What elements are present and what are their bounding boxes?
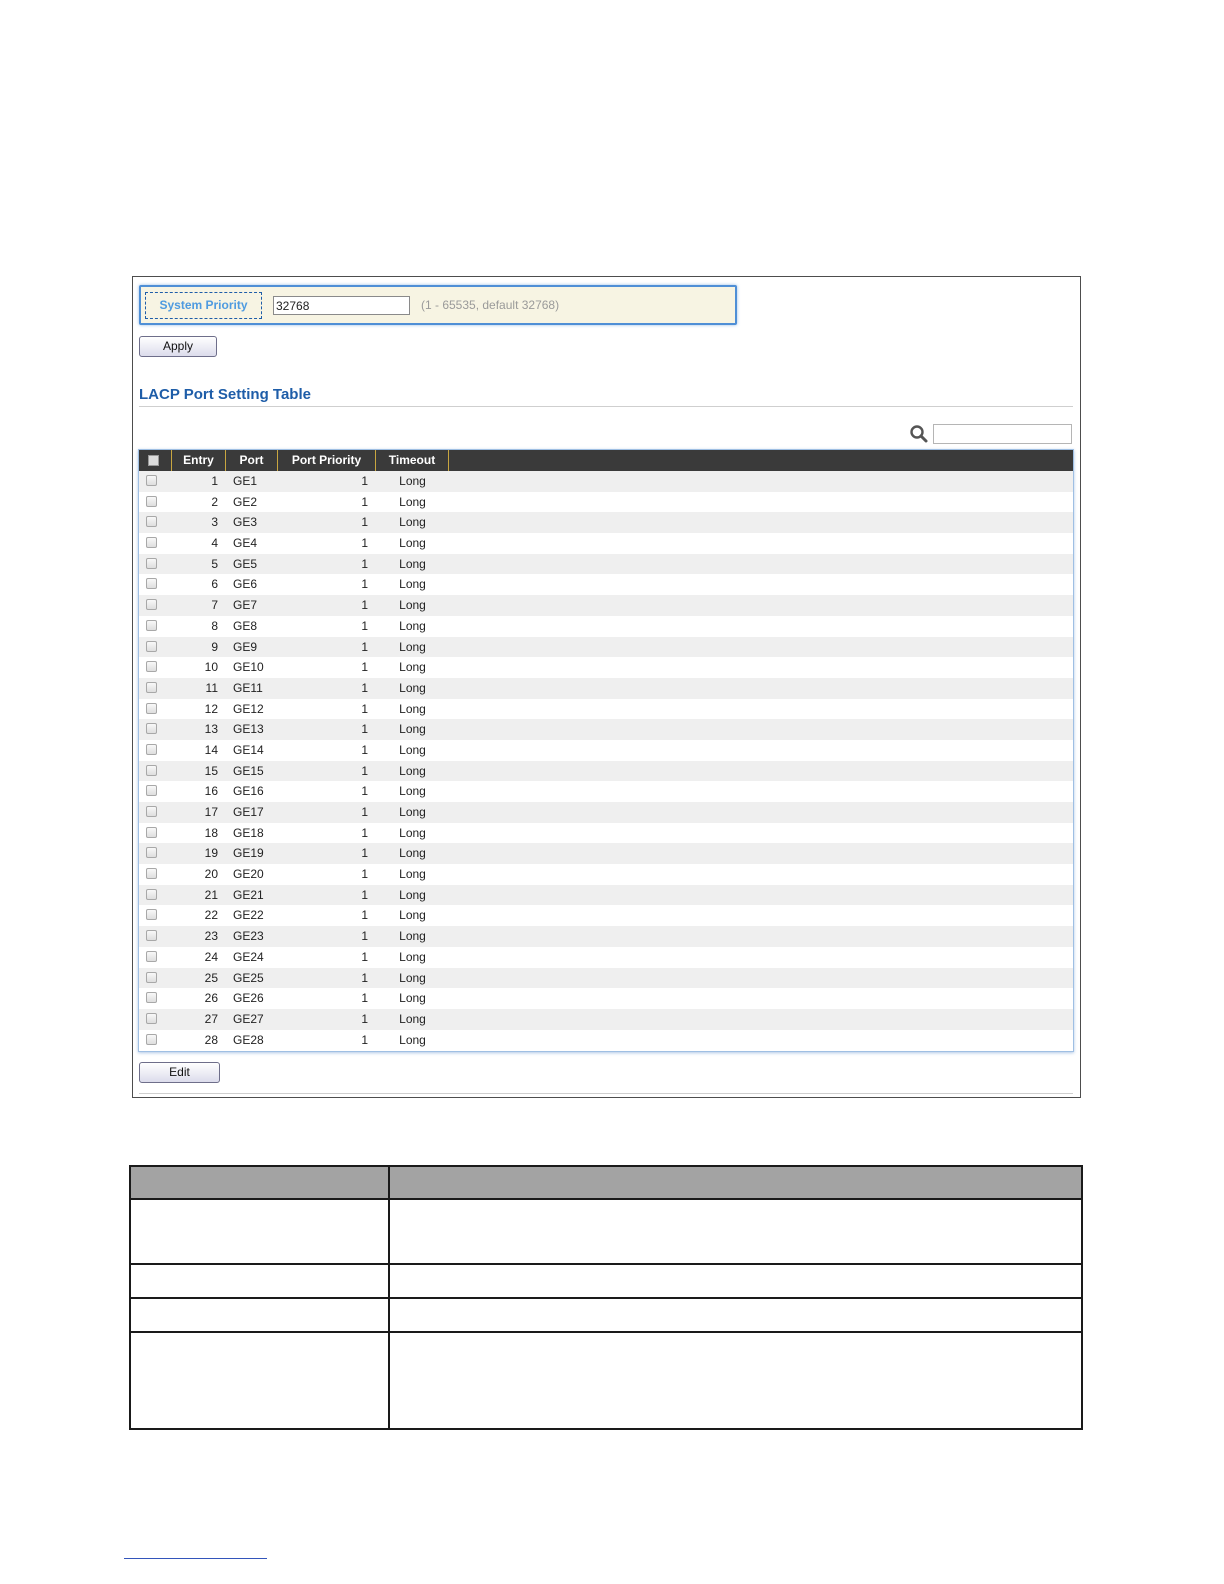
cell-port-priority: 1 xyxy=(361,536,368,551)
cell-port-priority: 1 xyxy=(361,577,368,592)
description-cell xyxy=(389,1264,1082,1298)
cell-timeout: Long xyxy=(399,929,426,944)
cell-timeout: Long xyxy=(399,680,426,695)
description-header-row xyxy=(130,1166,1082,1199)
row-checkbox[interactable] xyxy=(146,868,157,879)
cell-timeout: Long xyxy=(399,577,426,592)
cell-timeout: Long xyxy=(399,515,426,530)
cell-entry: 5 xyxy=(211,556,218,571)
table-row[interactable] xyxy=(139,740,1073,761)
cell-port: GE14 xyxy=(233,742,264,757)
cell-entry: 11 xyxy=(205,680,218,695)
cell-port: GE2 xyxy=(233,494,258,509)
cell-port-priority: 1 xyxy=(361,970,368,985)
cell-entry: 10 xyxy=(204,660,218,675)
description-row xyxy=(130,1298,1082,1332)
cell-port: GE13 xyxy=(233,722,264,737)
row-checkbox[interactable] xyxy=(146,889,157,900)
edit-button[interactable]: Edit xyxy=(139,1062,220,1083)
description-header-cell xyxy=(389,1166,1082,1199)
table-row[interactable] xyxy=(139,988,1073,1009)
description-row xyxy=(130,1264,1082,1298)
cell-entry: 25 xyxy=(204,970,218,985)
section-divider xyxy=(139,406,1073,407)
cell-entry: 14 xyxy=(204,742,218,757)
table-row[interactable] xyxy=(139,595,1073,616)
cell-entry: 4 xyxy=(211,536,218,551)
cell-port-priority: 1 xyxy=(361,1032,368,1047)
row-checkbox[interactable] xyxy=(146,578,157,589)
cell-port-priority: 1 xyxy=(361,742,368,757)
row-checkbox[interactable] xyxy=(146,641,157,652)
table-row[interactable] xyxy=(139,492,1073,513)
table-row[interactable] xyxy=(139,678,1073,699)
row-checkbox[interactable] xyxy=(146,909,157,920)
cell-entry: 8 xyxy=(211,618,218,633)
cell-entry: 6 xyxy=(211,577,218,592)
cell-entry: 23 xyxy=(204,929,218,944)
cell-port-priority: 1 xyxy=(361,618,368,633)
cell-port-priority: 1 xyxy=(361,660,368,675)
row-checkbox[interactable] xyxy=(146,558,157,569)
cell-entry: 27 xyxy=(204,1011,218,1026)
cell-timeout: Long xyxy=(399,970,426,985)
footnote-rule xyxy=(124,1558,267,1559)
cell-entry: 12 xyxy=(204,701,218,716)
table-row[interactable] xyxy=(139,781,1073,802)
row-checkbox[interactable] xyxy=(146,599,157,610)
row-checkbox[interactable] xyxy=(146,496,157,507)
cell-port: GE6 xyxy=(233,577,258,592)
cell-port-priority: 1 xyxy=(361,805,368,819)
cell-entry: 3 xyxy=(211,515,218,530)
cell-port: GE28 xyxy=(233,1032,264,1047)
cell-timeout: Long xyxy=(399,722,426,737)
cell-port-priority: 1 xyxy=(361,515,368,530)
cell-entry: 22 xyxy=(204,908,218,923)
cell-port: GE21 xyxy=(233,887,264,902)
table-row[interactable] xyxy=(139,968,1073,989)
cell-port-priority: 1 xyxy=(361,701,368,716)
cell-timeout: Long xyxy=(399,887,426,902)
cell-timeout: Long xyxy=(399,805,426,819)
cell-timeout: Long xyxy=(399,536,426,551)
description-cell xyxy=(130,1264,389,1298)
cell-port-priority: 1 xyxy=(361,991,368,1006)
cell-timeout: Long xyxy=(399,742,426,757)
cell-timeout: Long xyxy=(399,556,426,571)
cell-port: GE3 xyxy=(233,515,258,530)
table-row[interactable] xyxy=(139,843,1073,864)
cell-entry: 24 xyxy=(204,949,218,964)
cell-port: GE27 xyxy=(233,1011,264,1026)
cell-timeout: Long xyxy=(399,639,426,654)
table-row[interactable] xyxy=(139,719,1073,740)
row-checkbox[interactable] xyxy=(146,1013,157,1024)
row-checkbox[interactable] xyxy=(146,972,157,983)
cell-port-priority: 1 xyxy=(361,763,368,778)
lacp-setting-panel xyxy=(132,276,1081,1098)
cell-timeout: Long xyxy=(399,1032,426,1047)
cell-entry: 13 xyxy=(204,722,218,737)
cell-port: GE1 xyxy=(233,474,258,488)
table-row[interactable] xyxy=(139,616,1073,637)
row-checkbox[interactable] xyxy=(146,703,157,714)
cell-entry: 19 xyxy=(204,846,218,861)
apply-button[interactable]: Apply xyxy=(139,336,217,357)
cell-timeout: Long xyxy=(399,701,426,716)
table-row[interactable] xyxy=(139,1009,1073,1030)
cell-port-priority: 1 xyxy=(361,867,368,882)
cell-port: GE4 xyxy=(233,536,258,551)
cell-entry: 26 xyxy=(204,991,218,1006)
cell-entry: 9 xyxy=(211,639,218,654)
cell-port-priority: 1 xyxy=(361,887,368,902)
description-header-cell xyxy=(130,1166,389,1199)
cell-port-priority: 1 xyxy=(361,784,368,799)
cell-port: GE15 xyxy=(233,763,264,778)
table-row[interactable] xyxy=(139,761,1073,782)
cell-port-priority: 1 xyxy=(361,722,368,737)
cell-port: GE26 xyxy=(233,991,264,1006)
cell-timeout: Long xyxy=(399,474,426,488)
description-row xyxy=(130,1199,1082,1264)
cell-timeout: Long xyxy=(399,991,426,1006)
description-cell xyxy=(130,1199,389,1264)
cell-port-priority: 1 xyxy=(361,680,368,695)
table-row[interactable] xyxy=(139,947,1073,968)
cell-timeout: Long xyxy=(399,784,426,799)
table-row[interactable] xyxy=(139,574,1073,595)
row-checkbox[interactable] xyxy=(146,475,157,486)
cell-port: GE17 xyxy=(233,805,264,819)
row-checkbox[interactable] xyxy=(146,537,157,548)
cell-port-priority: 1 xyxy=(361,949,368,964)
cell-port: GE20 xyxy=(233,867,264,882)
cell-port: GE19 xyxy=(233,846,264,861)
cell-port-priority: 1 xyxy=(361,598,368,613)
table-row[interactable] xyxy=(139,864,1073,885)
cell-port-priority: 1 xyxy=(361,825,368,840)
row-checkbox[interactable] xyxy=(146,723,157,734)
row-checkbox[interactable] xyxy=(146,1034,157,1045)
cell-entry: 15 xyxy=(204,763,218,778)
table-row[interactable] xyxy=(139,905,1073,926)
cell-port: GE10 xyxy=(233,660,264,675)
bottom-divider xyxy=(139,1093,1073,1094)
table-row[interactable] xyxy=(139,471,1073,492)
table-row[interactable] xyxy=(139,1030,1073,1051)
row-checkbox[interactable] xyxy=(146,951,157,962)
description-table xyxy=(129,1165,1083,1430)
cell-entry: 20 xyxy=(204,867,218,882)
system-priority-input[interactable] xyxy=(273,296,410,315)
select-all-checkbox[interactable] xyxy=(148,455,159,466)
table-body xyxy=(139,471,1073,1050)
description-cell xyxy=(389,1199,1082,1264)
cell-timeout: Long xyxy=(399,1011,426,1026)
table-row[interactable] xyxy=(139,657,1073,678)
cell-port: GE22 xyxy=(233,908,264,923)
description-cell xyxy=(130,1298,389,1332)
cell-port: GE16 xyxy=(233,784,264,799)
section-title: LACP Port Setting Table xyxy=(139,386,311,403)
column-header-port-priority[interactable]: Port Priority xyxy=(278,450,376,471)
cell-port-priority: 1 xyxy=(361,494,368,509)
table-row[interactable] xyxy=(139,533,1073,554)
description-cell xyxy=(389,1332,1082,1429)
row-checkbox[interactable] xyxy=(146,765,157,776)
row-checkbox[interactable] xyxy=(146,682,157,693)
row-checkbox[interactable] xyxy=(146,806,157,817)
cell-port: GE23 xyxy=(233,929,264,944)
table-row[interactable] xyxy=(139,926,1073,947)
cell-port: GE5 xyxy=(233,556,258,571)
cell-entry: 21 xyxy=(204,887,218,902)
row-checkbox[interactable] xyxy=(146,847,157,858)
cell-timeout: Long xyxy=(399,867,426,882)
table-row[interactable] xyxy=(139,554,1073,575)
column-header-port[interactable]: Port xyxy=(226,450,278,471)
cell-timeout: Long xyxy=(399,846,426,861)
table-row[interactable] xyxy=(139,637,1073,658)
table-row[interactable] xyxy=(139,823,1073,844)
cell-timeout: Long xyxy=(399,763,426,778)
cell-entry: 18 xyxy=(204,825,218,840)
row-checkbox[interactable] xyxy=(146,930,157,941)
cell-port: GE8 xyxy=(233,618,258,633)
cell-entry: 2 xyxy=(211,494,218,509)
system-priority-label: System Priority xyxy=(145,292,262,319)
search-input[interactable] xyxy=(933,424,1072,444)
cell-timeout: Long xyxy=(399,618,426,633)
table-row[interactable] xyxy=(139,512,1073,533)
cell-port: GE12 xyxy=(233,701,264,716)
cell-port-priority: 1 xyxy=(361,908,368,923)
cell-entry: 28 xyxy=(204,1032,218,1047)
row-checkbox[interactable] xyxy=(146,516,157,527)
cell-timeout: Long xyxy=(399,908,426,923)
column-header-timeout[interactable]: Timeout xyxy=(376,450,449,471)
system-priority-hint: (1 - 65535, default 32768) xyxy=(421,298,560,312)
cell-timeout: Long xyxy=(399,494,426,509)
port-setting-table xyxy=(138,449,1074,1052)
cell-port-priority: 1 xyxy=(361,929,368,944)
row-checkbox[interactable] xyxy=(146,785,157,796)
cell-port: GE11 xyxy=(233,680,263,695)
cell-port: GE9 xyxy=(233,639,258,654)
description-cell xyxy=(130,1332,389,1429)
cell-port-priority: 1 xyxy=(361,556,368,571)
row-checkbox[interactable] xyxy=(146,620,157,631)
cell-entry: 1 xyxy=(211,474,218,488)
row-checkbox[interactable] xyxy=(146,827,157,838)
cell-timeout: Long xyxy=(399,660,426,675)
cell-port-priority: 1 xyxy=(361,846,368,861)
cell-port: GE7 xyxy=(233,598,258,613)
cell-timeout: Long xyxy=(399,949,426,964)
column-header-entry[interactable]: Entry xyxy=(172,450,226,471)
table-header xyxy=(139,450,1073,471)
row-checkbox[interactable] xyxy=(146,744,157,755)
cell-entry: 17 xyxy=(204,805,218,819)
cell-entry: 7 xyxy=(211,598,218,613)
cell-timeout: Long xyxy=(399,825,426,840)
row-checkbox[interactable] xyxy=(146,661,157,672)
cell-port-priority: 1 xyxy=(361,639,368,654)
table-row[interactable] xyxy=(139,885,1073,906)
cell-entry: 16 xyxy=(204,784,218,799)
cell-timeout: Long xyxy=(399,598,426,613)
search-icon[interactable] xyxy=(909,424,929,444)
description-cell xyxy=(389,1298,1082,1332)
table-row[interactable] xyxy=(139,802,1073,823)
cell-port-priority: 1 xyxy=(361,1011,368,1026)
row-checkbox[interactable] xyxy=(146,992,157,1003)
description-row xyxy=(130,1332,1082,1429)
table-row[interactable] xyxy=(139,699,1073,720)
cell-port: GE18 xyxy=(233,825,264,840)
cell-port: GE25 xyxy=(233,970,264,985)
cell-port-priority: 1 xyxy=(361,474,368,488)
cell-port: GE24 xyxy=(233,949,264,964)
select-all-cell xyxy=(139,450,172,471)
system-priority-row xyxy=(139,285,737,325)
